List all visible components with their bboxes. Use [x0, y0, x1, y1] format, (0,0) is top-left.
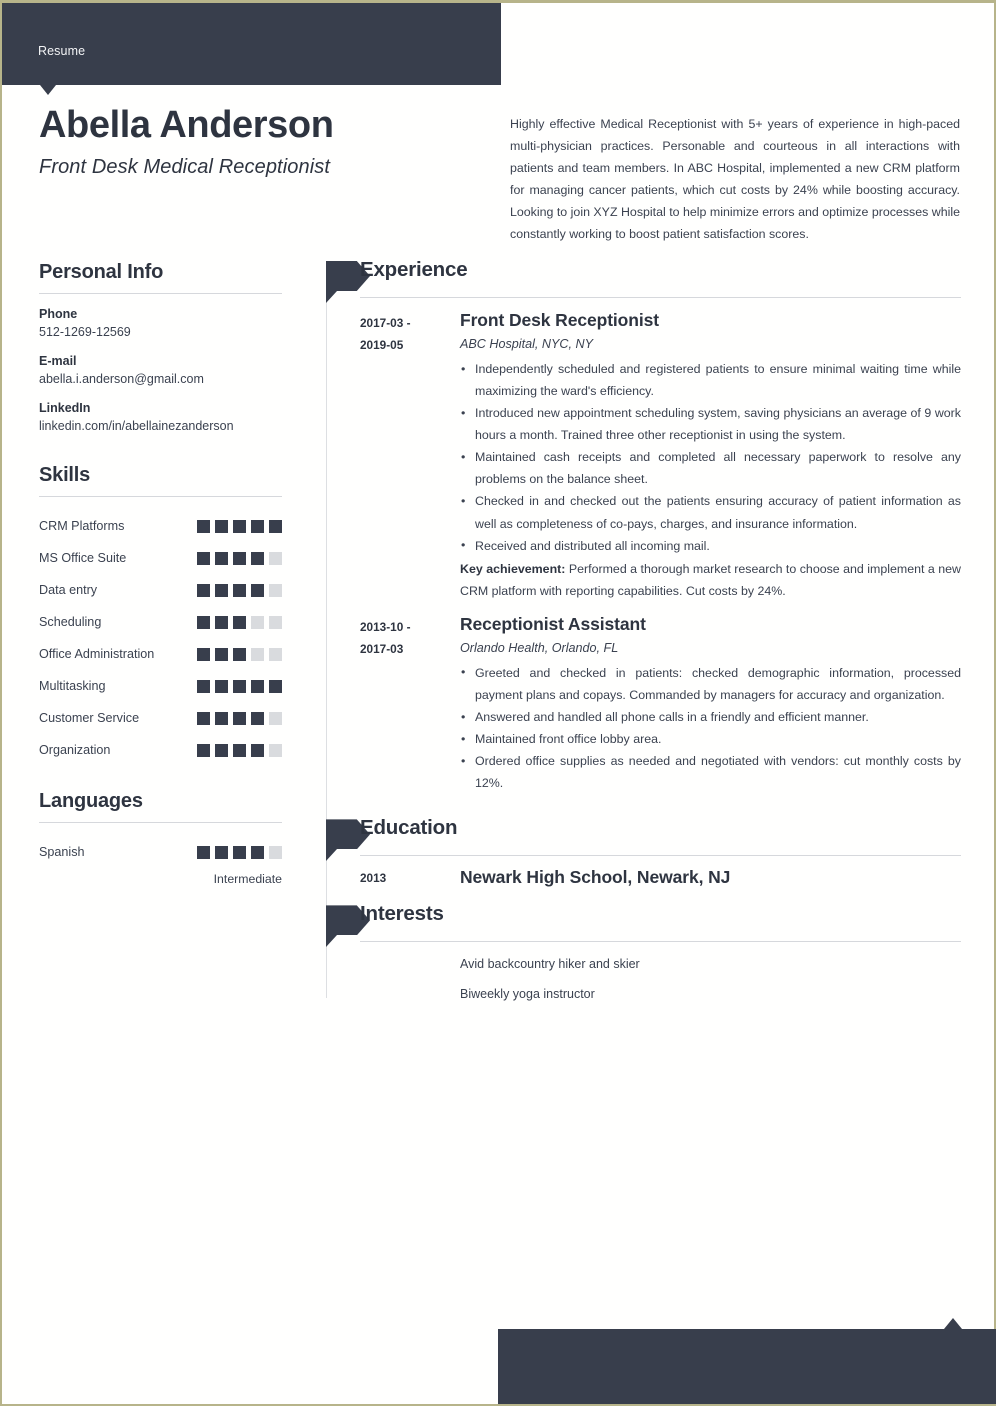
rating-box-filled [197, 680, 210, 693]
section-header [326, 902, 961, 941]
rating-box-filled [197, 712, 210, 725]
skill-row [39, 510, 282, 542]
rating-box-filled [251, 846, 264, 859]
rating-box-filled [197, 520, 210, 533]
divider [39, 822, 282, 823]
flag-tail-icon [326, 849, 337, 861]
key-achievement [460, 558, 961, 602]
experience-bullet: • Checked in and checked out the patients ensuring accuracy of patient information as well as completeness of co-pays, charges, and insurance information. [460, 490, 961, 534]
header-label: Resume [38, 44, 86, 58]
languages-list [39, 836, 282, 886]
rating-box-filled [215, 616, 228, 629]
sidebar [39, 261, 282, 886]
interests-list [360, 942, 961, 1001]
experience-bullet: • Maintained front office lobby area. [460, 728, 961, 750]
rating-box-filled [251, 520, 264, 533]
section-title-experience: Experience [360, 258, 468, 281]
date-start: 2017-03 - [360, 316, 411, 330]
rating-box-filled [233, 584, 246, 597]
rating-box-filled [233, 616, 246, 629]
experience-entry [360, 602, 961, 794]
rating-box-filled [197, 648, 210, 661]
skill-row [39, 734, 282, 766]
date-start: 2013-10 - [360, 619, 411, 634]
section-skills [39, 464, 282, 766]
rating-box-filled [215, 584, 228, 597]
section-personal-info [39, 261, 282, 433]
personal-info-value[interactable]: linkedin.com/in/abellainezanderson [39, 419, 234, 433]
rating-box-filled [215, 680, 228, 693]
section-title-interests: Interests [360, 902, 444, 926]
skill-label: Organization [39, 743, 111, 757]
language-row [39, 836, 282, 868]
experience-bullet: • Maintained cash receipts and completed all necessary paperwork to resolve any problems on the balance sheet. [460, 446, 961, 490]
experience-organization: ABC Hospital, NYC, NY [460, 337, 593, 351]
education-date: 2013 [360, 871, 387, 886]
header-notch-triangle-icon [40, 85, 56, 95]
rating-box-empty [251, 648, 264, 661]
personal-info-label: E-mail [39, 354, 77, 368]
identity-block [39, 103, 469, 179]
rating-box-filled [197, 616, 210, 629]
education-entry [360, 856, 961, 888]
personal-info-value[interactable]: abella.i.anderson@gmail.com [39, 372, 204, 386]
section-title-languages: Languages [39, 790, 143, 812]
main-content [326, 258, 961, 1017]
spacer [39, 766, 282, 790]
skill-label: Scheduling [39, 615, 102, 629]
rating-box-filled [233, 552, 246, 565]
rating-boxes [197, 680, 282, 693]
rating-box-filled [251, 584, 264, 597]
rating-box-filled [233, 744, 246, 757]
rating-box-filled [269, 680, 282, 693]
experience-list [326, 298, 961, 794]
experience-body [460, 614, 961, 794]
skill-row [39, 574, 282, 606]
experience-entry [360, 298, 961, 602]
flag-tail-icon [326, 935, 337, 947]
skill-label: Multitasking [39, 679, 106, 693]
rating-box-filled [215, 520, 228, 533]
rating-box-filled [197, 846, 210, 859]
personal-info-label: Phone [39, 307, 78, 321]
rating-boxes [197, 744, 282, 757]
skill-row [39, 542, 282, 574]
rating-box-filled [197, 744, 210, 757]
interest-item: Biweekly yoga instructor [460, 987, 595, 1002]
rating-box-filled [233, 520, 246, 533]
candidate-job-title: Front Desk Medical Receptionist [39, 155, 330, 178]
rating-box-filled [233, 846, 246, 859]
rating-box-filled [233, 648, 246, 661]
education-list [326, 856, 961, 888]
divider [39, 293, 282, 294]
rating-box-filled [251, 680, 264, 693]
spacer [39, 433, 282, 464]
rating-box-empty [269, 616, 282, 629]
rating-boxes [197, 616, 282, 629]
rating-box-filled [251, 744, 264, 757]
section-title-education: Education [360, 816, 458, 840]
rating-box-filled [233, 712, 246, 725]
rating-boxes [197, 648, 282, 661]
section-interests [326, 902, 961, 1001]
key-achievement-label: Key achievement: [460, 561, 566, 576]
rating-box-filled [269, 520, 282, 533]
education-school: Newark High School, Newark, NJ [460, 867, 731, 888]
rating-boxes [197, 552, 282, 565]
rating-box-empty [269, 846, 282, 859]
rating-box-empty [269, 552, 282, 565]
rating-box-filled [251, 712, 264, 725]
experience-role: Receptionist Assistant [460, 613, 646, 634]
rating-box-filled [251, 552, 264, 565]
skill-label: MS Office Suite [39, 551, 127, 565]
experience-bullet-list [460, 662, 961, 794]
section-title-personal-info: Personal Info [39, 261, 164, 283]
skill-label: Data entry [39, 583, 98, 597]
date-end: 2019-05 [360, 337, 404, 352]
rating-boxes [197, 520, 282, 533]
rating-box-filled [215, 846, 228, 859]
experience-organization: Orlando Health, Orlando, FL [460, 640, 619, 655]
experience-bullet: • Answered and handled all phone calls in a friendly and efficient manner. [460, 706, 961, 728]
section-header [326, 816, 961, 855]
skills-list [39, 510, 282, 766]
rating-box-filled [215, 552, 228, 565]
section-languages [39, 790, 282, 886]
rating-box-empty [269, 584, 282, 597]
footer-notch-triangle-icon [944, 1318, 962, 1329]
spacer [326, 794, 961, 816]
rating-box-filled [215, 712, 228, 725]
section-header [326, 258, 961, 297]
rating-box-filled [233, 680, 246, 693]
interest-item: Avid backcountry hiker and skier [460, 957, 640, 972]
experience-bullet: • Received and distributed all incoming mail. [460, 535, 961, 557]
experience-bullet: • Greeted and checked in patients: checked demographic information, processed payment plans and copays. Commanded by managers for accuracy and organization. [460, 662, 961, 706]
personal-info-label: LinkedIn [39, 401, 91, 415]
rating-box-filled [197, 552, 210, 565]
section-education [326, 816, 961, 888]
skill-row [39, 702, 282, 734]
skill-label: CRM Platforms [39, 519, 125, 533]
resume-page [2, 3, 994, 1404]
experience-role: Front Desk Receptionist [460, 310, 659, 330]
candidate-name: Abella Anderson [39, 104, 334, 146]
experience-date-range [360, 310, 460, 602]
education-body [460, 867, 961, 888]
experience-bullet: • Independently scheduled and registered patients to ensure minimal waiting time while maximizing the ward's efficiency. [460, 358, 961, 402]
key-achievement-text: Performed a thorough market research to choose and implement a new CRM platform with reporting capabilities. Cut costs by 24%. [460, 561, 961, 598]
experience-bullet: • Introduced new appointment scheduling system, saving physicians an average of 9 work hours a month. Trained three other receptionist in using the system. [460, 402, 961, 446]
experience-date-range [360, 614, 460, 794]
date-end: 2017-03 [360, 641, 404, 656]
section-experience [326, 258, 961, 794]
experience-body [460, 310, 961, 602]
experience-bullet-list [460, 358, 961, 557]
rating-boxes [197, 584, 282, 597]
rating-box-filled [215, 744, 228, 757]
personal-info-value[interactable]: 512-1269-12569 [39, 325, 131, 339]
skill-row [39, 670, 282, 702]
professional-summary: Highly effective Medical Receptionist with 5+ years of experience in high-paced multi-physician practices. Personable and courteous in all interactions with patients and team members. In ABC Hospital, implemented a new CRM platform for managing cancer patients, which cut costs by 24% while boosting accuracy. Looking to join XYZ Hospital to help minimize errors and optimize processes while constantly working to boost patient satisfaction scores. [510, 117, 960, 242]
rating-box-empty [269, 648, 282, 661]
skill-row [39, 606, 282, 638]
section-title-skills: Skills [39, 464, 91, 486]
rating-box-empty [269, 712, 282, 725]
skill-row [39, 638, 282, 670]
skill-label: Customer Service [39, 711, 140, 725]
rating-boxes [197, 846, 282, 859]
personal-info-list [39, 307, 282, 433]
rating-box-empty [251, 616, 264, 629]
flag-tail-icon [326, 291, 337, 303]
language-proficiency: Intermediate [213, 872, 282, 886]
divider [39, 496, 282, 497]
rating-box-filled [197, 584, 210, 597]
footer-bar [498, 1329, 996, 1404]
rating-box-empty [269, 744, 282, 757]
rating-box-filled [215, 648, 228, 661]
language-label: Spanish [39, 845, 85, 859]
rating-boxes [197, 712, 282, 725]
spacer [326, 888, 961, 902]
skill-label: Office Administration [39, 647, 155, 661]
experience-bullet: • Ordered office supplies as needed and negotiated with vendors: cut monthly costs by 12%. [460, 750, 961, 794]
